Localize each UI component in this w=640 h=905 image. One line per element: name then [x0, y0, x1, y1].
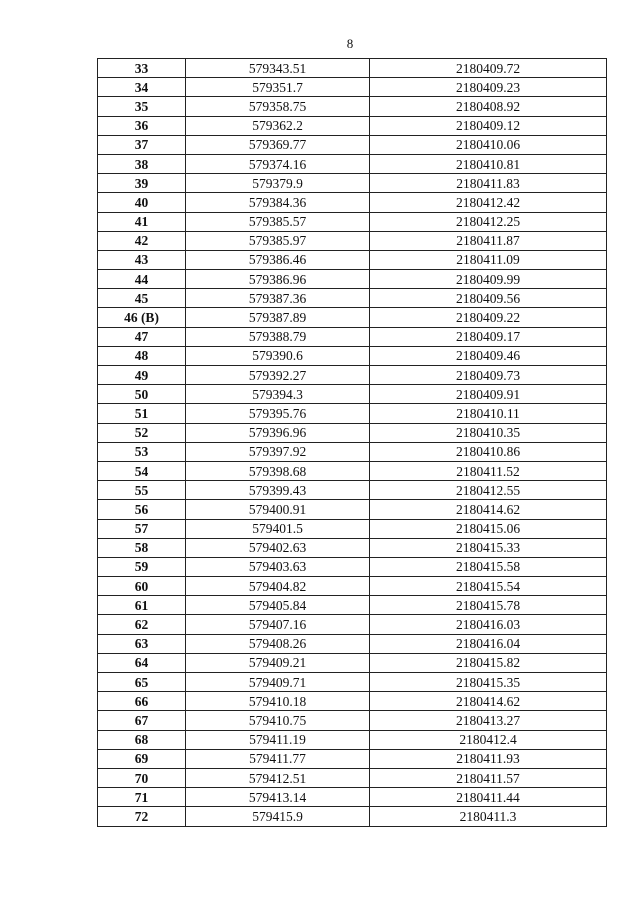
- point-number-cell: 50: [98, 385, 186, 404]
- table-row: [98, 250, 607, 269]
- y-coordinate-cell: 2180414.62: [370, 692, 607, 711]
- point-number-cell: 43: [98, 250, 186, 269]
- x-coordinate-cell: 579379.9: [186, 174, 370, 193]
- y-coordinate-cell: 2180416.04: [370, 634, 607, 653]
- x-coordinate-cell: 579407.16: [186, 615, 370, 634]
- x-coordinate-cell: 579388.79: [186, 327, 370, 346]
- point-number-cell: 46 (B): [98, 308, 186, 327]
- x-coordinate-cell: 579362.2: [186, 116, 370, 135]
- x-coordinate-cell: 579396.96: [186, 423, 370, 442]
- point-number-cell: 67: [98, 711, 186, 730]
- x-coordinate-cell: 579404.82: [186, 577, 370, 596]
- point-number-cell: 59: [98, 557, 186, 576]
- x-coordinate-cell: 579387.36: [186, 289, 370, 308]
- point-number-cell: 72: [98, 807, 186, 826]
- point-number-cell: 37: [98, 135, 186, 154]
- table-row: [98, 807, 607, 826]
- x-coordinate-cell: 579413.14: [186, 788, 370, 807]
- table-row: [98, 97, 607, 116]
- table-row: [98, 135, 607, 154]
- point-number-cell: 55: [98, 481, 186, 500]
- table-row: [98, 231, 607, 250]
- point-number-cell: 64: [98, 653, 186, 672]
- y-coordinate-cell: 2180415.35: [370, 673, 607, 692]
- x-coordinate-cell: 579385.97: [186, 231, 370, 250]
- x-coordinate-cell: 579412.51: [186, 768, 370, 787]
- y-coordinate-cell: 2180415.54: [370, 577, 607, 596]
- page-number: 8: [346, 36, 354, 51]
- x-coordinate-cell: 579408.26: [186, 634, 370, 653]
- table-row: [98, 653, 607, 672]
- table-row: [98, 768, 607, 787]
- x-coordinate-cell: 579405.84: [186, 596, 370, 615]
- point-number-cell: 49: [98, 366, 186, 385]
- table-row: [98, 212, 607, 231]
- y-coordinate-cell: 2180409.56: [370, 289, 607, 308]
- table-row: [98, 385, 607, 404]
- point-number-cell: 62: [98, 615, 186, 634]
- x-coordinate-cell: 579351.7: [186, 78, 370, 97]
- y-coordinate-cell: 2180411.87: [370, 231, 607, 250]
- x-coordinate-cell: 579399.43: [186, 481, 370, 500]
- x-coordinate-cell: 579409.21: [186, 653, 370, 672]
- x-coordinate-cell: 579386.46: [186, 250, 370, 269]
- point-number-cell: 42: [98, 231, 186, 250]
- point-number-cell: 65: [98, 673, 186, 692]
- x-coordinate-cell: 579343.51: [186, 59, 370, 78]
- x-coordinate-cell: 579394.3: [186, 385, 370, 404]
- x-coordinate-cell: 579392.27: [186, 366, 370, 385]
- point-number-cell: 63: [98, 634, 186, 653]
- table-row: [98, 711, 607, 730]
- point-number-cell: 71: [98, 788, 186, 807]
- point-number-cell: 61: [98, 596, 186, 615]
- point-number-cell: 54: [98, 461, 186, 480]
- x-coordinate-cell: 579411.19: [186, 730, 370, 749]
- table-row: [98, 193, 607, 212]
- y-coordinate-cell: 2180409.73: [370, 366, 607, 385]
- table-row: [98, 788, 607, 807]
- table-row: [98, 577, 607, 596]
- y-coordinate-cell: 2180409.17: [370, 327, 607, 346]
- x-coordinate-cell: 579387.89: [186, 308, 370, 327]
- point-number-cell: 58: [98, 538, 186, 557]
- point-number-cell: 60: [98, 577, 186, 596]
- point-number-cell: 41: [98, 212, 186, 231]
- point-number-cell: 45: [98, 289, 186, 308]
- table-row: [98, 519, 607, 538]
- table-row: [98, 308, 607, 327]
- table-row: [98, 116, 607, 135]
- point-number-cell: 44: [98, 270, 186, 289]
- coordinates-table-body: [98, 59, 607, 827]
- point-number-cell: 68: [98, 730, 186, 749]
- y-coordinate-cell: 2180409.23: [370, 78, 607, 97]
- x-coordinate-cell: 579385.57: [186, 212, 370, 231]
- x-coordinate-cell: 579384.36: [186, 193, 370, 212]
- x-coordinate-cell: 579398.68: [186, 461, 370, 480]
- point-number-cell: 33: [98, 59, 186, 78]
- y-coordinate-cell: 2180409.72: [370, 59, 607, 78]
- x-coordinate-cell: 579390.6: [186, 346, 370, 365]
- y-coordinate-cell: 2180409.22: [370, 308, 607, 327]
- table-row: [98, 346, 607, 365]
- point-number-cell: 36: [98, 116, 186, 135]
- point-number-cell: 39: [98, 174, 186, 193]
- y-coordinate-cell: 2180411.09: [370, 250, 607, 269]
- point-number-cell: 38: [98, 154, 186, 173]
- y-coordinate-cell: 2180409.46: [370, 346, 607, 365]
- x-coordinate-cell: 579410.75: [186, 711, 370, 730]
- y-coordinate-cell: 2180411.83: [370, 174, 607, 193]
- y-coordinate-cell: 2180411.3: [370, 807, 607, 826]
- table-row: [98, 615, 607, 634]
- table-row: [98, 500, 607, 519]
- x-coordinate-cell: 579395.76: [186, 404, 370, 423]
- point-number-cell: 52: [98, 423, 186, 442]
- x-coordinate-cell: 579386.96: [186, 270, 370, 289]
- point-number-cell: 70: [98, 768, 186, 787]
- table-row: [98, 423, 607, 442]
- y-coordinate-cell: 2180409.12: [370, 116, 607, 135]
- x-coordinate-cell: 579400.91: [186, 500, 370, 519]
- point-number-cell: 69: [98, 749, 186, 768]
- y-coordinate-cell: 2180412.42: [370, 193, 607, 212]
- point-number-cell: 56: [98, 500, 186, 519]
- x-coordinate-cell: 579411.77: [186, 749, 370, 768]
- table-row: [98, 692, 607, 711]
- point-number-cell: 51: [98, 404, 186, 423]
- y-coordinate-cell: 2180415.78: [370, 596, 607, 615]
- y-coordinate-cell: 2180411.44: [370, 788, 607, 807]
- table-row: [98, 59, 607, 78]
- y-coordinate-cell: 2180413.27: [370, 711, 607, 730]
- x-coordinate-cell: 579397.92: [186, 442, 370, 461]
- point-number-cell: 40: [98, 193, 186, 212]
- table-row: [98, 673, 607, 692]
- x-coordinate-cell: 579402.63: [186, 538, 370, 557]
- table-row: [98, 174, 607, 193]
- x-coordinate-cell: 579409.71: [186, 673, 370, 692]
- y-coordinate-cell: 2180411.52: [370, 461, 607, 480]
- table-row: [98, 461, 607, 480]
- y-coordinate-cell: 2180410.86: [370, 442, 607, 461]
- y-coordinate-cell: 2180415.58: [370, 557, 607, 576]
- y-coordinate-cell: 2180411.93: [370, 749, 607, 768]
- point-number-cell: 47: [98, 327, 186, 346]
- table-row: [98, 557, 607, 576]
- y-coordinate-cell: 2180412.4: [370, 730, 607, 749]
- y-coordinate-cell: 2180409.91: [370, 385, 607, 404]
- y-coordinate-cell: 2180415.82: [370, 653, 607, 672]
- y-coordinate-cell: 2180410.35: [370, 423, 607, 442]
- y-coordinate-cell: 2180410.81: [370, 154, 607, 173]
- table-row: [98, 327, 607, 346]
- y-coordinate-cell: 2180415.06: [370, 519, 607, 538]
- table-row: [98, 730, 607, 749]
- y-coordinate-cell: 2180416.03: [370, 615, 607, 634]
- table-row: [98, 404, 607, 423]
- table-row: [98, 538, 607, 557]
- table-row: [98, 270, 607, 289]
- point-number-cell: 66: [98, 692, 186, 711]
- table-row: [98, 596, 607, 615]
- y-coordinate-cell: 2180411.57: [370, 768, 607, 787]
- x-coordinate-cell: 579403.63: [186, 557, 370, 576]
- x-coordinate-cell: 579369.77: [186, 135, 370, 154]
- y-coordinate-cell: 2180410.11: [370, 404, 607, 423]
- y-coordinate-cell: 2180409.99: [370, 270, 607, 289]
- table-row: [98, 749, 607, 768]
- point-number-cell: 53: [98, 442, 186, 461]
- x-coordinate-cell: 579410.18: [186, 692, 370, 711]
- y-coordinate-cell: 2180410.06: [370, 135, 607, 154]
- table-row: [98, 289, 607, 308]
- table-row: [98, 442, 607, 461]
- y-coordinate-cell: 2180408.92: [370, 97, 607, 116]
- x-coordinate-cell: 579401.5: [186, 519, 370, 538]
- point-number-cell: 34: [98, 78, 186, 97]
- table-row: [98, 634, 607, 653]
- table-row: [98, 154, 607, 173]
- x-coordinate-cell: 579358.75: [186, 97, 370, 116]
- x-coordinate-cell: 579374.16: [186, 154, 370, 173]
- y-coordinate-cell: 2180415.33: [370, 538, 607, 557]
- table-row: [98, 481, 607, 500]
- y-coordinate-cell: 2180412.55: [370, 481, 607, 500]
- y-coordinate-cell: 2180412.25: [370, 212, 607, 231]
- y-coordinate-cell: 2180414.62: [370, 500, 607, 519]
- x-coordinate-cell: 579415.9: [186, 807, 370, 826]
- coordinates-table: [97, 58, 607, 827]
- table-row: [98, 78, 607, 97]
- point-number-cell: 57: [98, 519, 186, 538]
- table-row: [98, 366, 607, 385]
- point-number-cell: 35: [98, 97, 186, 116]
- point-number-cell: 48: [98, 346, 186, 365]
